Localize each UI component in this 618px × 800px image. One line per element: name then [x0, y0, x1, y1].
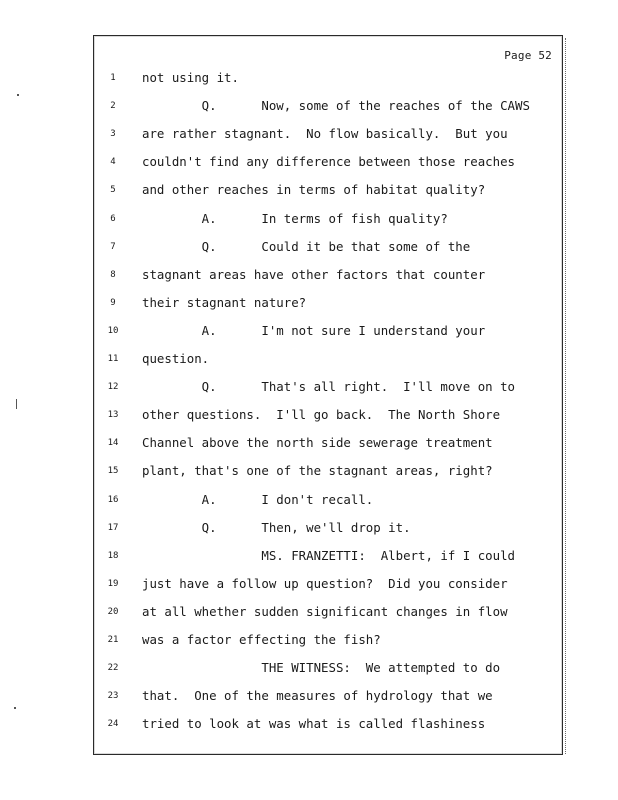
scan-speck	[14, 707, 16, 709]
scan-speck	[17, 94, 19, 96]
transcript-line	[94, 546, 562, 566]
line-text: Q. Now, some of the reaches of the CAWS	[142, 98, 530, 114]
line-number: 11	[107, 354, 119, 364]
line-number: 16	[107, 494, 119, 505]
line-number: 3	[110, 129, 116, 140]
line-text: their stagnant nature?	[142, 294, 307, 310]
line-number: 20	[107, 606, 119, 617]
line-number: 21	[107, 635, 119, 645]
transcript-line	[94, 237, 562, 257]
line-text: that. One of the measures of hydrology that we	[142, 688, 493, 704]
line-number: 13	[107, 410, 119, 421]
line-text: and other reaches in terms of habitat quality?	[142, 182, 486, 198]
line-text: plant, that's one of the stagnant areas, right?	[142, 463, 493, 479]
line-text: Q. Then, we'll drop it.	[142, 519, 411, 535]
transcript-line	[94, 490, 562, 510]
transcript-line	[94, 602, 562, 622]
transcript-line	[94, 124, 562, 144]
line-text: A. In terms of fish quality?	[142, 210, 448, 226]
line-text: couldn't find any difference between those reaches	[142, 154, 515, 170]
transcript-line	[94, 293, 562, 313]
transcript-line	[94, 405, 562, 425]
line-text: MS. FRANZETTI: Albert, if I could	[142, 547, 515, 563]
transcript-line	[94, 152, 562, 172]
line-number: 8	[110, 269, 116, 280]
line-text: A. I'm not sure I understand your	[142, 322, 486, 338]
transcript-line	[94, 461, 562, 481]
line-number: 24	[107, 719, 119, 730]
line-text: other questions. I'll go back. The North Shore	[142, 407, 501, 423]
line-number: 1	[110, 73, 116, 83]
line-number: 10	[107, 325, 119, 336]
transcript-line	[94, 433, 562, 453]
transcript-line	[94, 209, 562, 229]
line-text: Channel above the north side sewerage treatment	[142, 435, 493, 451]
line-number: 12	[107, 382, 119, 393]
transcript-line	[94, 96, 562, 116]
line-text: at all whether sudden significant changes in flow	[142, 603, 508, 619]
page-number: Page 52	[504, 49, 552, 62]
line-text: not using it.	[142, 70, 239, 85]
transcript-line	[94, 518, 562, 538]
line-number: 17	[107, 522, 119, 533]
transcript-line	[94, 68, 562, 88]
line-text: tried to look at was what is called flashiness	[142, 716, 486, 732]
line-text: just have a follow up question? Did you consider	[142, 575, 508, 591]
transcript-line	[94, 686, 562, 706]
line-text: question.	[142, 351, 210, 366]
transcript-line	[94, 349, 562, 369]
line-number: 14	[107, 438, 119, 449]
line-number: 23	[107, 691, 119, 702]
line-text: Q. That's all right. I'll move on to	[142, 379, 515, 395]
line-number: 15	[107, 466, 119, 477]
line-text: was a factor effecting the fish?	[142, 632, 381, 647]
line-number: 7	[110, 241, 116, 252]
line-number: 22	[107, 663, 119, 674]
line-number: 4	[110, 157, 116, 168]
transcript-line	[94, 714, 562, 734]
transcript-line	[94, 658, 562, 678]
transcript-line	[94, 265, 562, 285]
transcript-line	[94, 180, 562, 200]
scan-speck	[16, 399, 17, 409]
line-text: Q. Could it be that some of the	[142, 238, 471, 254]
transcript-line	[94, 630, 562, 650]
transcript-line	[94, 321, 562, 341]
line-number: 6	[110, 213, 116, 224]
line-number: 19	[107, 578, 119, 589]
line-number: 2	[110, 101, 116, 112]
line-text: THE WITNESS: We attempted to do	[142, 660, 501, 676]
transcript-line	[94, 574, 562, 594]
line-number: 18	[107, 550, 119, 561]
line-number: 5	[110, 185, 116, 196]
line-text: A. I don't recall.	[142, 491, 374, 507]
line-number: 9	[110, 297, 116, 308]
transcript-page	[93, 35, 563, 755]
line-text: stagnant areas have other factors that counter	[142, 266, 486, 282]
transcript-line	[94, 377, 562, 397]
line-text: are rather stagnant. No flow basically. But you	[142, 126, 508, 142]
